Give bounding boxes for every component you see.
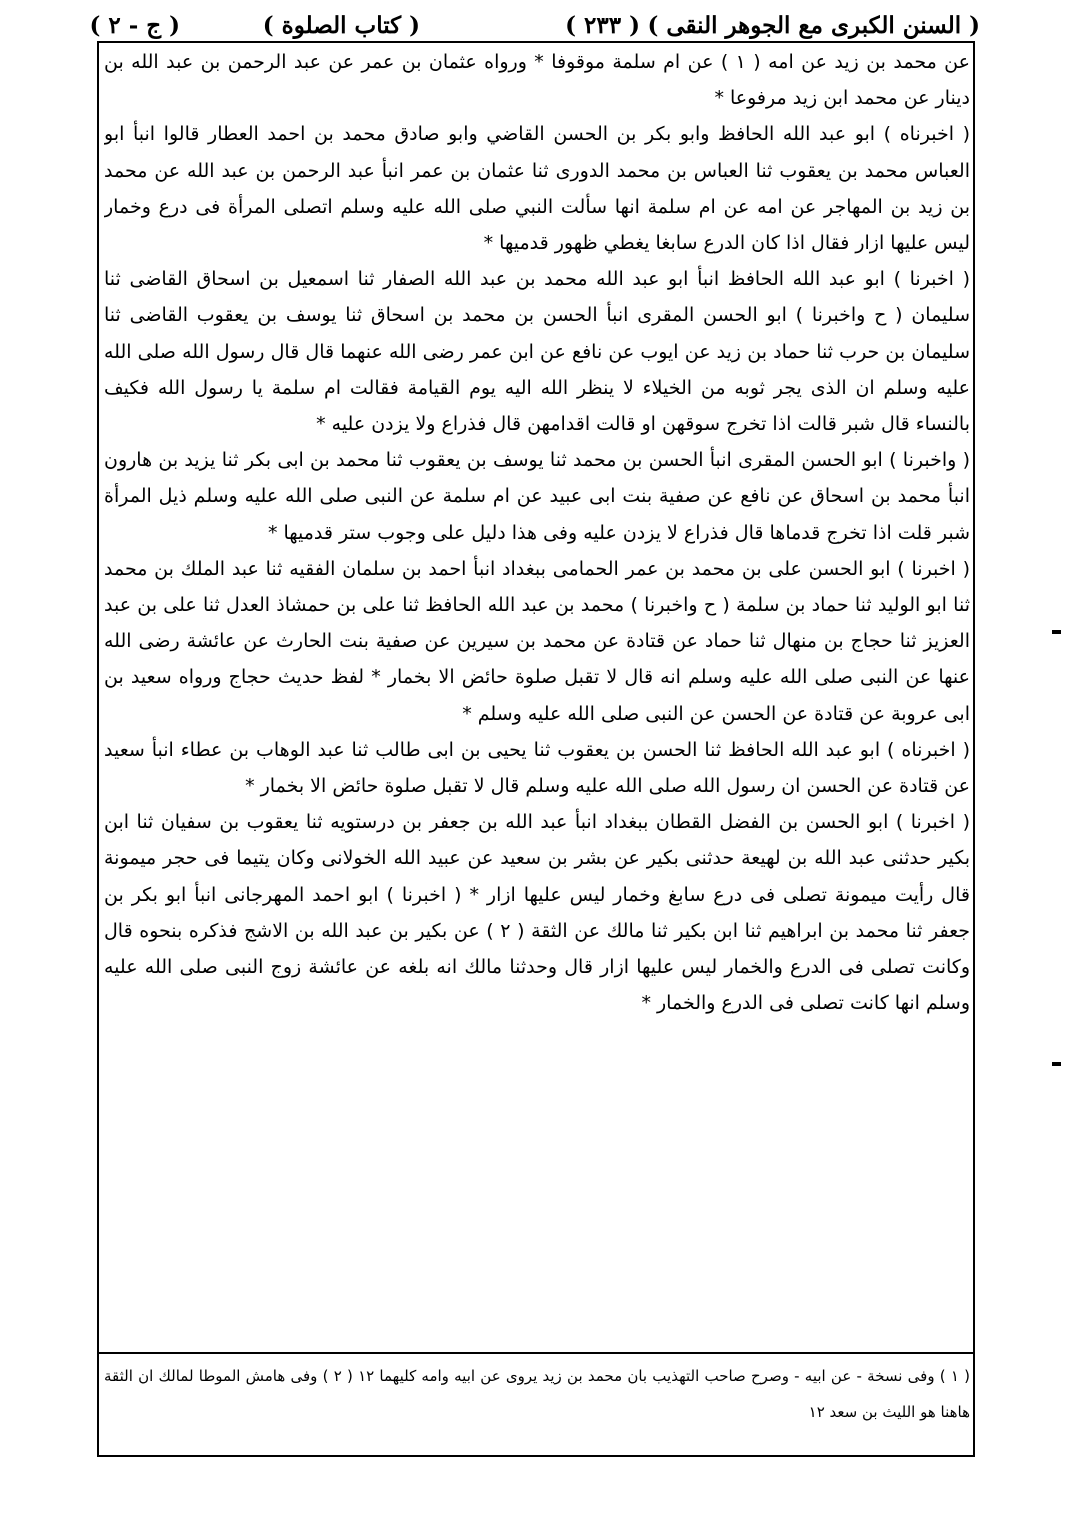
margin-mark xyxy=(1052,1062,1061,1066)
page-header xyxy=(89,8,980,44)
chapter-title: ( كتاب الصلوة ) xyxy=(262,12,420,39)
footnotes xyxy=(104,1358,970,1448)
footnote-divider xyxy=(97,1352,975,1354)
book-title: ( السنن الكبرى مع الجوهر النقى ) xyxy=(647,12,980,39)
volume-number: ( ج - ٢ ) xyxy=(89,12,180,39)
paragraph: ( اخبرنا ) ابو الحسن على بن محمد بن عمر الحمامى ببغداد انبأ احمد بن سلمان الفقيه ثنا عبد الملك بن محمد ثنا ابو الوليد ثنا حماد بن سلمة ( ح واخبرنا ) محمد بن عبد الله الحافظ ثنا على بن حمشاذ العدل ثنا على بن عبد العزيز ثنا حجاج بن منهال ثنا حماد عن قتادة عن محمد بن سيرين عن صفية بنت الحارث عن عائشة رضى الله عنها عن النبى صلى الله عليه وسلم انه قال لا تقبل صلوة حائض الا بخمار * لفظ حديث حجاج ورواه سعيد بن ابى عروبة عن قتادة عن الحسن عن النبى صلى الله عليه وسلم * xyxy=(104,557,970,725)
paragraph: ( اخبرنا ) ابو الحسن بن الفضل القطان ببغداد انبأ عبد الله بن جعفر بن درستويه ثنا يعقوب بن سفيان ثنا ابن بكير حدثنى عبد الله بن لهيعة حدثنى بكير عن بشر بن سعيد عن عبيد الله الخولانى وكان يتيما فى حجر ميمونة قال رأيت ميمونة تصلى فى درع سابغ وخمار ليس عليها ازار * ( اخبرنا ) ابو احمد المهرجانى انبأ ابو بكر بن جعفر ثنا محمد بن ابراهيم ثنا ابن بكير ثنا مالك عن الثقة ( ٢ ) عن بكير بن عبد الله بن الاشج فذكره بنحوه قال وكانت تصلى فى الدرع والخمار ليس عليها ازار قال وحدثنا مالك انه بلغه عن عائشة زوج النبى صلى الله عليه وسلم انها كانت تصلى فى الدرع والخمار * xyxy=(104,811,970,1015)
paragraph: ( اخبرنا ) ابو عبد الله الحافظ انبأ ابو عبد الله محمد بن عبد الله الصفار ثنا اسمعيل بن اسحاق القاضى ثنا سليمان ( ح واخبرنا ) ابو الحسن المقرى انبأ الحسن بن محمد بن اسحاق ثنا يوسف بن يعقوب القاضى ثنا سليمان بن حرب ثنا حماد بن زيد عن ايوب عن نافع عن ابن عمر رضى الله عنهما قال قال رسول الله صلى الله عليه وسلم ان الذى يجر ثوبه من الخيلاء لا ينظر الله اليه يوم القيامة فقالت ام سلمة يا رسول الله فكيف بالنساء قال شبر قالت اذا تخرج سوقهن او قالت اقدامهن قال فذراع ولا يزدن عليه * xyxy=(104,268,970,436)
page-number: ( ٢٣٣ ) xyxy=(565,12,640,39)
paragraph: عن محمد بن زيد عن امه ( ١ ) عن ام سلمة موقوفا * ورواه عثمان بن عمر عن عبد الرحمن بن عبد الله بن دينار عن محمد ابن زيد مرفوعا * xyxy=(104,51,970,110)
paragraph: ( واخبرنا ) ابو الحسن المقرى انبأ الحسن بن محمد ثنا يوسف بن يعقوب ثنا محمد بن ابى بكر ثنا يزيد بن هارون انبأ محمد بن اسحاق عن نافع عن صفية بنت ابى عبيد عن ام سلمة عن النبى صلى الله عليه وسلم ذيل المرأة شبر قلت اذا تخرج قدماها قال فذراع لا يزدن عليه وفى هذا دليل على وجوب ستر قدميها * xyxy=(104,449,970,544)
margin-mark xyxy=(1052,630,1061,634)
main-text xyxy=(104,44,970,1346)
footnote: ( ١ ) وفى نسخة - عن ابيه - وصرح صاحب التهذيب بان محمد بن زيد يروى عن ابيه وامه كليهما ١٢ ( ٢ ) وفى هامش الموطا لمالك ان الثقة هاهنا هو الليث بن سعد ١٢ xyxy=(104,1367,970,1421)
paragraph: ( اخبرناه ) ابو عبد الله الحافظ وابو بكر بن الحسن القاضي وابو صادق محمد بن احمد العطار قالوا انبأ ابو العباس محمد بن يعقوب ثنا العباس بن محمد الدورى ثنا عثمان بن عمر انبأ عبد الرحمن بن عبد الله عن محمد بن زيد بن المهاجر عن امه عن ام سلمة انها سألت النبي صلى الله عليه وسلم اتصلى المرأة فى درع وخمار ليس عليها ازار فقال اذا كان الدرع سابغا يغطي ظهور قدميها * xyxy=(104,123,970,255)
paragraph: ( اخبرناه ) ابو عبد الله الحافظ ثنا الحسن بن يعقوب ثنا يحيى بن ابى طالب ثنا عبد الوهاب بن عطاء انبأ سعيد عن قتادة عن الحسن ان رسول الله صلى الله عليه وسلم قال لا تقبل صلوة حائض الا بخمار * xyxy=(104,738,970,798)
